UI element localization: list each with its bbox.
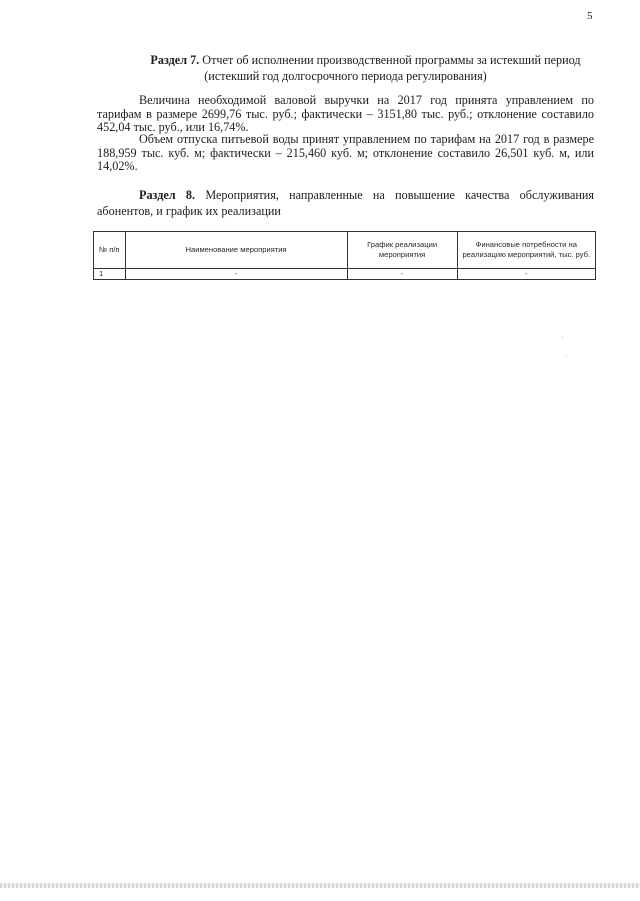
- table-header-row: [94, 232, 596, 269]
- cell-name: -: [125, 269, 347, 280]
- header-finance: Финансовые потребности на реализацию мероприятий, тыс. руб.: [457, 232, 595, 269]
- events-table: [93, 231, 596, 280]
- cell-schedule: -: [347, 269, 457, 280]
- section-7-heading: [97, 53, 594, 84]
- table-row: [94, 269, 596, 280]
- section-8-heading: [97, 188, 594, 219]
- header-name: Наименование мероприятия: [125, 232, 347, 269]
- page-number: 5: [587, 10, 593, 22]
- scan-speck: [566, 356, 567, 357]
- section-7-title-line2: (истекший год долгосрочного периода регулирования): [204, 68, 487, 83]
- section-7-paragraph-revenue: [97, 94, 594, 135]
- header-schedule: График реализации мероприятия: [347, 232, 457, 269]
- scan-bottom-edge: [0, 883, 640, 888]
- paragraph-volume-text: Объем отпуска питьевой воды принят управлением по тарифам на 2017 год в размере 188,959 тыс. куб. м; фактически – 215,460 куб. м; отклонение составило 26,501 куб. м, или 14,02%.: [97, 132, 594, 173]
- section-7-paragraph-volume: [97, 133, 594, 174]
- section-8-title: Мероприятия, направленные на повышение качества обслуживания абонентов, и график их реализации: [97, 188, 595, 218]
- paragraph-revenue-text: Величина необходимой валовой выручки на 2017 год принята управлением по тарифам в размере 2699,76 тыс. руб.; фактически – 3151,80 тыс. руб.; отклонение составило 452,04 тыс. руб., или 16,74%.: [97, 93, 594, 134]
- section-8-label: Раздел 8.: [139, 188, 196, 202]
- cell-num: 1: [94, 269, 126, 280]
- scan-speck: [562, 337, 563, 338]
- section-7-label: Раздел 7.: [150, 53, 200, 67]
- section-7-title-line1: [97, 53, 594, 69]
- cell-finance: -: [457, 269, 595, 280]
- header-num: № п/п: [94, 232, 126, 269]
- section-7-title-text: Отчет об исполнении производственной программы за истекший период: [202, 53, 581, 67]
